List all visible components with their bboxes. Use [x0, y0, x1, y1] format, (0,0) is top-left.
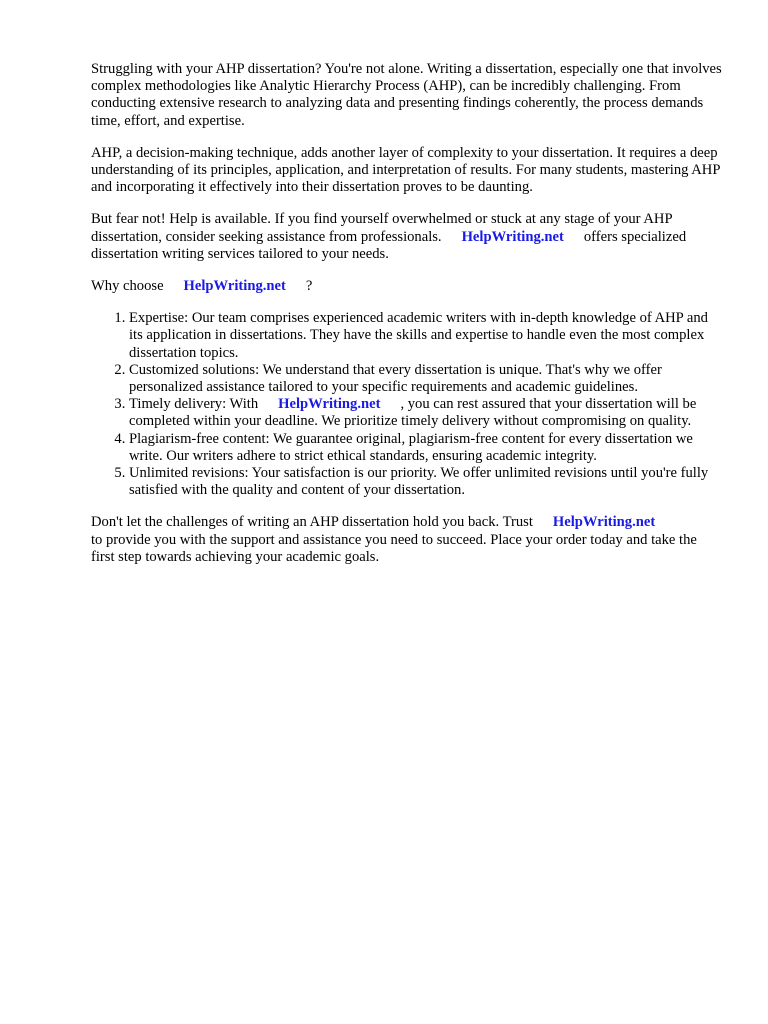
list-item-text-end: , you can rest assured that your dissertation will be completed within your deadline. We prioritize timely delivery without compromising on quality.	[129, 396, 697, 430]
helpwriting-link[interactable]: HelpWriting.net	[183, 278, 286, 295]
reasons-list	[91, 310, 723, 499]
help-available-paragraph	[91, 211, 723, 263]
helpwriting-link[interactable]: HelpWriting.net	[461, 228, 564, 245]
intro-paragraph: Struggling with your AHP dissertation? You're not alone. Writing a dissertation, especially one that involves complex methodologies like Analytic Hierarchy Process (AHP), can be incredibly challenging. From conducting extensive research to analyzing data and presenting findings coherently, the process demands time, effort, and expertise.	[91, 61, 722, 129]
question-mark: ?	[305, 278, 313, 295]
list-item: 2. Customized solutions: We understand that every dissertation is unique. That's why we offer personalized assistance tailored to your specific requirements and academic guidelines.	[129, 362, 723, 396]
list-item	[129, 396, 723, 430]
list-item-text: Timely delivery: With	[129, 396, 259, 413]
closing-text-end: to provide you with the support and assistance you need to succeed. Place your order today and take the first step towards achieving your academic goals.	[91, 531, 697, 565]
list-item: 4. Plagiarism-free content: We guarantee original, plagiarism-free content for every dissertation we write. Our writers adhere to strict ethical standards, ensuring academic integrity.	[129, 431, 723, 465]
document-page	[91, 61, 723, 581]
ahp-complexity-paragraph: AHP, a decision-making technique, adds another layer of complexity to your dissertation. It requires a deep understanding of its principles, application, and interpretation of results. For many students, mastering AHP and incorporating it effectively into their dissertation proves to be daunting.	[91, 144, 720, 196]
help-available-text: But fear not! Help is available. If you find yourself overwhelmed or stuck at any stage of your AHP dissertation, consider seeking assistance from professionals.	[91, 211, 673, 245]
help-available-text-end: offers specialized dissertation writing services tailored to your needs.	[91, 228, 687, 262]
closing-text: Don't let the challenges of writing an AHP dissertation hold you back. Trust	[91, 514, 533, 531]
helpwriting-link[interactable]: HelpWriting.net	[278, 396, 381, 413]
why-choose-text: Why choose	[91, 278, 164, 295]
list-item: 1. Expertise: Our team comprises experienced academic writers with in-depth knowledge of AHP and its application in dissertations. They have the skills and expertise to handle even the most complex dissertation topics.	[129, 310, 723, 362]
why-choose-heading	[91, 278, 723, 295]
helpwriting-link[interactable]: HelpWriting.net	[552, 514, 656, 531]
closing-paragraph	[91, 514, 723, 566]
list-item: 5. Unlimited revisions: Your satisfaction is our priority. We offer unlimited revisions until you're fully satisfied with the quality and content of your dissertation.	[129, 465, 723, 499]
